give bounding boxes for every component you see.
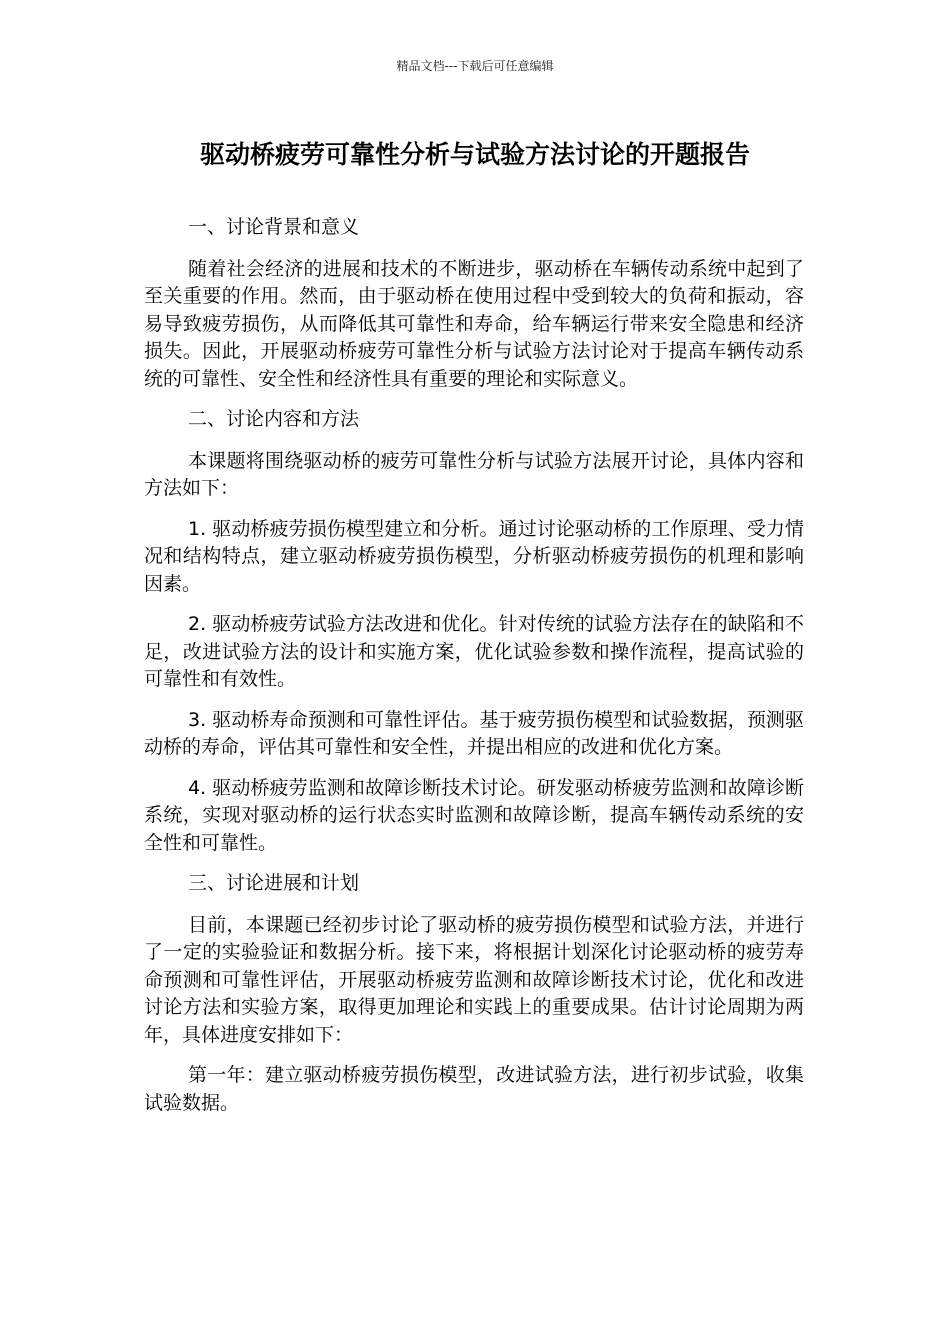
list-item-2: 2. 驱动桥疲劳试验方法改进和优化。针对传统的试验方法存在的缺陷和不足，改进试验方法的设计和实施方案，优化试验参数和操作流程，提高试验的可靠性和有效性。 — [144, 613, 804, 690]
section-heading-background: 一、讨论背景和意义 — [188, 216, 360, 238]
document-title: 驱动桥疲劳可靠性分析与试验方法讨论的开题报告 — [199, 140, 750, 169]
list-item-3: 3. 驱动桥寿命预测和可靠性评估。基于疲劳损伤模型和试验数据，预测驱动桥的寿命，评估其可靠性和安全性，并提出相应的改进和优化方案。 — [144, 708, 804, 758]
paragraph-background: 随着社会经济的进展和技术的不断进步，驱动桥在车辆传动系统中起到了至关重要的作用。然而，由于驱动桥在使用过程中受到较大的负荷和振动，容易导致疲劳损伤，从而降低其可靠性和寿命，给车辆运行带来安全隐患和经济损失。因此，开展驱动桥疲劳可靠性分析与试验方法讨论对于提高车辆传动系统的可靠性、安全性和经济性具有重要的理论和实际意义。 — [144, 257, 804, 390]
paragraph-year-one: 第一年：建立驱动桥疲劳损伤模型，改进试验方法，进行初步试验，收集试验数据。 — [144, 1064, 804, 1114]
section-heading-content-method: 二、讨论内容和方法 — [188, 408, 360, 430]
header-note: 精品文档---下载后可任意编辑 — [396, 59, 554, 73]
list-item-4: 4. 驱动桥疲劳监测和故障诊断技术讨论。研发驱动桥疲劳监测和故障诊断系统，实现对驱动桥的运行状态实时监测和故障诊断，提高车辆传动系统的安全性和可靠性。 — [144, 776, 804, 854]
document-body — [144, 214, 804, 1130]
list-item-1: 1. 驱动桥疲劳损伤模型建立和分析。通过讨论驱动桥的工作原理、受力情况和结构特点，建立驱动桥疲劳损伤模型，分析驱动桥疲劳损伤的机理和影响因素。 — [144, 517, 804, 595]
paragraph-content-intro: 本课题将围绕驱动桥的疲劳可靠性分析与试验方法展开讨论，具体内容和方法如下： — [144, 449, 804, 499]
paragraph-progress: 目前，本课题已经初步讨论了驱动桥的疲劳损伤模型和试验方法，并进行了一定的实验验证和数据分析。接下来，将根据计划深化讨论驱动桥的疲劳寿命预测和可靠性评估，开展驱动桥疲劳监测和故障诊断技术讨论，优化和改进讨论方法和实验方案，取得更加理论和实践上的重要成果。估计讨论周期为两年，具体进度安排如下： — [144, 913, 804, 1046]
section-heading-progress-plan: 三、讨论进展和计划 — [188, 872, 360, 894]
